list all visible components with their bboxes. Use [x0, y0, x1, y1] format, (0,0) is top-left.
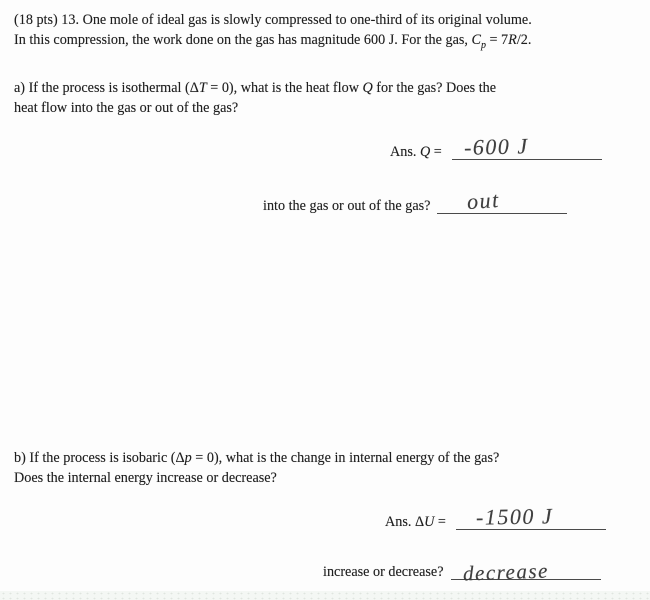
part-a-text-mid: = 0), what is the heat flow	[206, 80, 363, 96]
problem-statement-line-2	[14, 30, 532, 50]
ans-prefix: Ans.	[390, 144, 420, 160]
into-out-prompt: into the gas or out of the gas?	[263, 198, 431, 214]
answer-row-into-out	[263, 186, 567, 216]
part-b-text-end: = 0), what is the change in internal energy of the gas?	[191, 450, 500, 466]
math-equals-7: = 7	[485, 32, 509, 48]
answer-du-blank-field[interactable]	[456, 503, 606, 530]
math-subscript-p: p	[480, 39, 486, 51]
increase-decrease-blank-field[interactable]	[451, 558, 601, 586]
math-symbol-U: U	[424, 514, 435, 530]
scan-artifact-band	[0, 591, 650, 600]
answer-row-increase-decrease	[323, 558, 601, 586]
part-a-text-end: for the gas? Does the	[372, 80, 497, 96]
answer-du-label	[385, 514, 449, 530]
increase-decrease-prompt: increase or decrease?	[323, 564, 444, 580]
math-symbol-R: R	[508, 32, 517, 48]
part-b-question	[14, 448, 499, 488]
answer-row-du	[385, 503, 606, 532]
handwritten-into-out-choice: out	[466, 186, 501, 215]
handwritten-du-value: -1500 J	[476, 503, 554, 530]
problem-statement	[14, 10, 532, 50]
math-over-2: /2.	[516, 32, 532, 48]
answer-row-q	[390, 133, 602, 162]
part-a-text: a) If the process is isothermal (Δ	[14, 80, 199, 96]
math-symbol-Q: Q	[362, 80, 373, 96]
part-b-line-2: Does the internal energy increase or decrease?	[14, 470, 277, 486]
equals-sign: =	[434, 514, 450, 530]
math-symbol-p: p	[184, 450, 192, 466]
part-b-line-1	[14, 448, 499, 468]
part-b-text: b) If the process is isobaric (Δ	[14, 450, 185, 466]
problem-statement-line-1: (18 pts) 13. One mole of ideal gas is slowly compressed to one-third of its original volume.	[14, 12, 532, 28]
answer-q-label	[390, 144, 445, 160]
into-out-blank-field[interactable]	[437, 186, 567, 215]
math-symbol-Q: Q	[419, 144, 431, 160]
math-symbol-C: C	[471, 32, 481, 48]
part-a-line-1	[14, 78, 496, 98]
handwritten-increase-decrease-choice: decrease	[462, 558, 549, 586]
statement-text: In this compression, the work done on the gas has magnitude 600 J. For the gas,	[14, 32, 472, 48]
math-symbol-T: T	[198, 80, 207, 96]
equals-sign: =	[430, 144, 446, 160]
part-a-question	[14, 78, 496, 118]
answer-q-blank-field[interactable]	[452, 133, 602, 160]
ans-delta-prefix: Ans. Δ	[385, 514, 425, 530]
part-a-line-2: heat flow into the gas or out of the gas?	[14, 100, 239, 116]
handwritten-q-value: -600 J	[463, 133, 530, 160]
